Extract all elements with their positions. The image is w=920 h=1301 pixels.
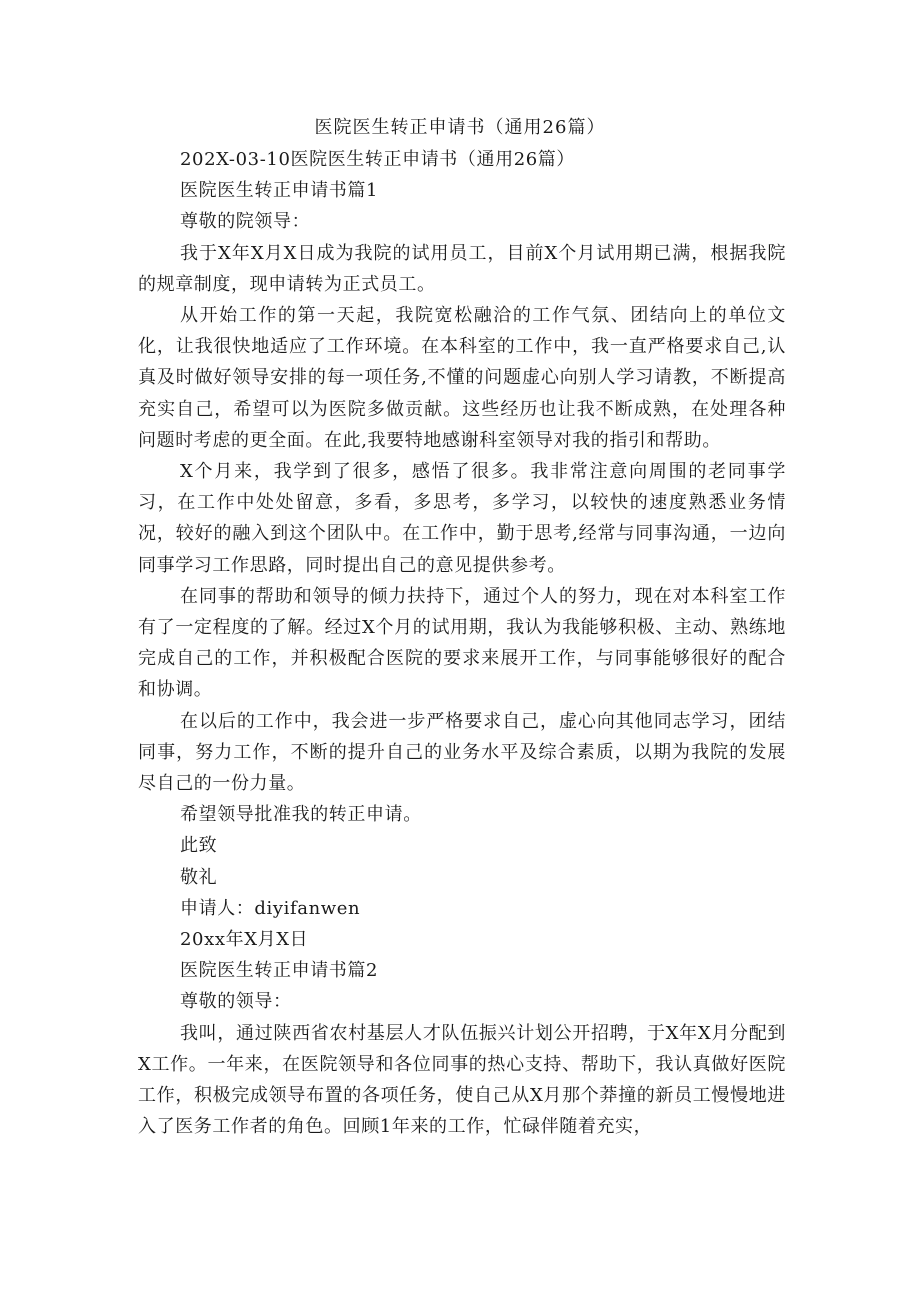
salutation: 尊敬的领导： [180, 991, 292, 1013]
applicant-line: 申请人：diyifanwen [180, 897, 361, 919]
closing-line: 敬礼 [180, 866, 218, 888]
document-body [138, 144, 786, 1142]
closing-line: 此致 [180, 835, 218, 857]
paragraph: 我叫，通过陕西省农村基层人才队伍振兴计划公开招聘，于X年X月分配到X工作。一年来，在医院领导和各位同事的热心支持、帮助下，我认真做好医院工作，积极完成领导布置的各项任务，使自己从X月那个莽撞的新员工慢慢地进入了医务工作者的角色。回顾1年来的工作，忙碌伴随着充实， [138, 1022, 786, 1138]
paragraph: X个月来，我学到了很多，感悟了很多。我非常注意向周围的老同事学习，在工作中处处留意，多看，多思考，多学习，以较快的速度熟悉业务情况，较好的融入到这个团队中。在工作中，勤于思考,经常与同事沟通，一边向同事学习工作思路，同时提出自己的意见提供参考。 [138, 460, 786, 576]
document-title: 医院医生转正申请书（通用26篇） [314, 117, 606, 138]
salutation: 尊敬的院领导： [180, 211, 311, 233]
date-line: 20xx年X月X日 [180, 928, 309, 950]
paragraph: 从开始工作的第一天起，我院宽松融洽的工作气氛、团结向上的单位文化，让我很快地适应了工作环境。在本科室的工作中，我一直严格要求自己,认真及时做好领导安排的每一项任务,不懂的问题虚心向别人学习请教，不断提高充实自己，希望可以为医院多做贡献。这些经历也让我不断成熟，在处理各种问题时考虑的更全面。在此,我要特地感谢科室领导对我的指引和帮助。 [138, 304, 786, 451]
request-line: 希望领导批准我的转正申请。 [180, 804, 422, 826]
meta-line: 202X-03-10医院医生转正申请书（通用26篇） [180, 149, 576, 170]
paragraph: 我于X年X月X日成为我院的试用员工，目前X个月试用期已满，根据我院的规章制度，现申请转为正式员工。 [138, 242, 786, 295]
section-heading: 医院医生转正申请书篇2 [180, 960, 379, 982]
section-heading: 医院医生转正申请书篇1 [180, 180, 379, 202]
paragraph: 在同事的帮助和领导的倾力扶持下，通过个人的努力，现在对本科室工作有了一定程度的了解。经过X个月的试用期，我认为我能够积极、主动、熟练地完成自己的工作，并积极配合医院的要求来展开工作，与同事能够很好的配合和协调。 [138, 585, 786, 701]
paragraph: 在以后的工作中，我会进一步严格要求自己，虚心向其他同志学习，团结同事，努力工作，不断的提升自己的业务水平及综合素质，以期为我院的发展尽自己的一份力量。 [138, 710, 786, 795]
